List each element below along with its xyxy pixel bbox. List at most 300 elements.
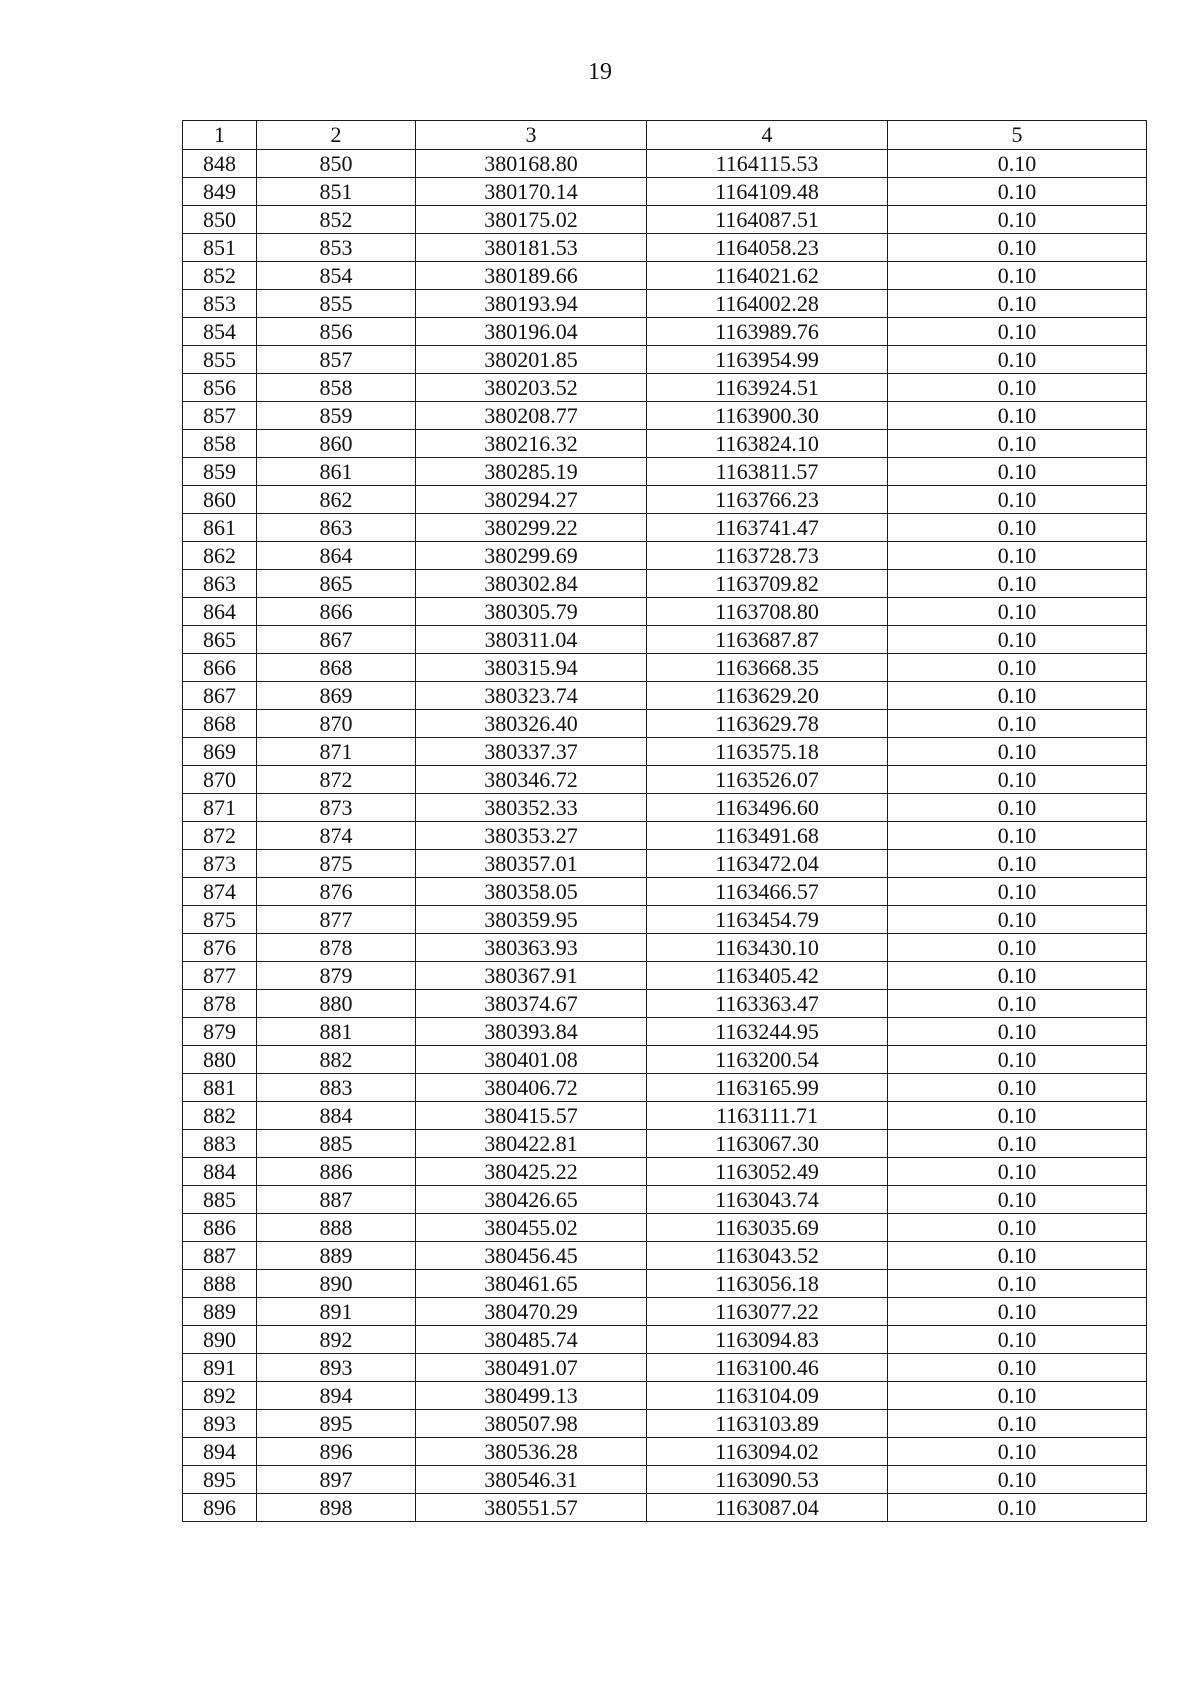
table-cell-col-5: 0.10 [888,430,1147,458]
table-cell-col-2: 871 [257,738,416,766]
table-cell-col-2: 898 [257,1494,416,1522]
table-cell-col-5: 0.10 [888,850,1147,878]
table-row [183,1270,1147,1298]
table-cell-col-2: 881 [257,1018,416,1046]
table-cell-col-4: 1163103.89 [647,1410,888,1438]
table-cell-col-1: 887 [183,1242,257,1270]
table-cell-col-2: 859 [257,402,416,430]
table-row [183,1214,1147,1242]
table-cell-col-1: 859 [183,458,257,486]
table-cell-col-4: 1164002.28 [647,290,888,318]
table-cell-col-5: 0.10 [888,402,1147,430]
table-cell-col-5: 0.10 [888,486,1147,514]
table-cell-col-2: 884 [257,1102,416,1130]
table-row [183,1242,1147,1270]
table-row [183,318,1147,346]
table-cell-col-4: 1163575.18 [647,738,888,766]
table-cell-col-3: 380315.94 [416,654,647,682]
table-row [183,934,1147,962]
column-header-4: 4 [647,121,888,150]
table-cell-col-3: 380201.85 [416,346,647,374]
table-cell-col-4: 1163094.02 [647,1438,888,1466]
table-cell-col-1: 864 [183,598,257,626]
table-cell-col-3: 380455.02 [416,1214,647,1242]
table-row [183,990,1147,1018]
table-row [183,794,1147,822]
table-cell-col-4: 1163067.30 [647,1130,888,1158]
column-header-2: 2 [257,121,416,150]
table-cell-col-5: 0.10 [888,1494,1147,1522]
table-row [183,178,1147,206]
table-cell-col-4: 1163824.10 [647,430,888,458]
table-cell-col-2: 851 [257,178,416,206]
table-cell-col-2: 857 [257,346,416,374]
table-cell-col-2: 897 [257,1466,416,1494]
column-header-5: 5 [888,121,1147,150]
table-cell-col-1: 868 [183,710,257,738]
table-cell-col-4: 1163200.54 [647,1046,888,1074]
table-cell-col-2: 885 [257,1130,416,1158]
table-row [183,626,1147,654]
table-cell-col-5: 0.10 [888,234,1147,262]
table-row [183,206,1147,234]
table-cell-col-5: 0.10 [888,710,1147,738]
table-row [183,458,1147,486]
table-row [183,850,1147,878]
table-cell-col-5: 0.10 [888,346,1147,374]
table-row [183,1018,1147,1046]
table-cell-col-1: 884 [183,1158,257,1186]
table-cell-col-5: 0.10 [888,1214,1147,1242]
table-cell-col-2: 868 [257,654,416,682]
table-cell-col-1: 849 [183,178,257,206]
table-cell-col-5: 0.10 [888,1130,1147,1158]
table-row [183,1186,1147,1214]
table-cell-col-2: 863 [257,514,416,542]
table-cell-col-4: 1163766.23 [647,486,888,514]
table-cell-col-3: 380189.66 [416,262,647,290]
page-number: 19 [588,59,612,85]
table-cell-col-5: 0.10 [888,178,1147,206]
table-cell-col-4: 1164021.62 [647,262,888,290]
table-cell-col-3: 380302.84 [416,570,647,598]
table-row [183,906,1147,934]
table-cell-col-2: 858 [257,374,416,402]
table-row [183,402,1147,430]
table-cell-col-2: 879 [257,962,416,990]
table-cell-col-4: 1164087.51 [647,206,888,234]
table-cell-col-4: 1163111.71 [647,1102,888,1130]
table-cell-col-3: 380208.77 [416,402,647,430]
table-cell-col-2: 876 [257,878,416,906]
table-cell-col-2: 888 [257,1214,416,1242]
table-cell-col-5: 0.10 [888,794,1147,822]
table-row [183,822,1147,850]
table-cell-col-4: 1163043.74 [647,1186,888,1214]
table-row [183,1158,1147,1186]
table-cell-col-3: 380170.14 [416,178,647,206]
column-header-3: 3 [416,121,647,150]
table-cell-col-1: 876 [183,934,257,962]
table-cell-col-2: 877 [257,906,416,934]
table-cell-col-5: 0.10 [888,1102,1147,1130]
table-cell-col-1: 856 [183,374,257,402]
table-cell-col-2: 864 [257,542,416,570]
table-header-row [183,121,1147,150]
table-cell-col-2: 887 [257,1186,416,1214]
table-cell-col-3: 380299.22 [416,514,647,542]
table-row [183,1354,1147,1382]
table-cell-col-1: 857 [183,402,257,430]
table-cell-col-1: 853 [183,290,257,318]
table-cell-col-3: 380507.98 [416,1410,647,1438]
table-cell-col-5: 0.10 [888,990,1147,1018]
table-cell-col-1: 848 [183,150,257,178]
table-cell-col-5: 0.10 [888,262,1147,290]
table-cell-col-3: 380485.74 [416,1326,647,1354]
table-cell-col-5: 0.10 [888,1382,1147,1410]
table-cell-col-5: 0.10 [888,290,1147,318]
table-cell-col-3: 380415.57 [416,1102,647,1130]
table-cell-col-2: 896 [257,1438,416,1466]
table-cell-col-2: 854 [257,262,416,290]
table-cell-col-3: 380367.91 [416,962,647,990]
table-cell-col-2: 893 [257,1354,416,1382]
table-cell-col-3: 380426.65 [416,1186,647,1214]
table-cell-col-5: 0.10 [888,878,1147,906]
table-cell-col-2: 880 [257,990,416,1018]
table-row [183,1298,1147,1326]
table-cell-col-2: 891 [257,1298,416,1326]
table-row [183,514,1147,542]
table-cell-col-5: 0.10 [888,1466,1147,1494]
table-cell-col-1: 888 [183,1270,257,1298]
column-header-1: 1 [183,121,257,150]
table-cell-col-1: 878 [183,990,257,1018]
table-cell-col-5: 0.10 [888,1270,1147,1298]
table-cell-col-1: 896 [183,1494,257,1522]
table-cell-col-3: 380374.67 [416,990,647,1018]
table-row [183,570,1147,598]
table-cell-col-3: 380359.95 [416,906,647,934]
table-cell-col-2: 873 [257,794,416,822]
table-cell-col-1: 860 [183,486,257,514]
table-row [183,682,1147,710]
table-cell-col-1: 872 [183,822,257,850]
table-cell-col-3: 380285.19 [416,458,647,486]
table-cell-col-1: 892 [183,1382,257,1410]
table-cell-col-1: 866 [183,654,257,682]
table-cell-col-1: 891 [183,1354,257,1382]
table-cell-col-4: 1163405.42 [647,962,888,990]
table-cell-col-4: 1163811.57 [647,458,888,486]
table-cell-col-5: 0.10 [888,654,1147,682]
table-cell-col-5: 0.10 [888,374,1147,402]
table-cell-col-1: 880 [183,1046,257,1074]
table-cell-col-4: 1163077.22 [647,1298,888,1326]
table-cell-col-2: 861 [257,458,416,486]
table-cell-col-2: 865 [257,570,416,598]
table-cell-col-4: 1163924.51 [647,374,888,402]
table-cell-col-2: 872 [257,766,416,794]
table-cell-col-5: 0.10 [888,570,1147,598]
table-cell-col-3: 380546.31 [416,1466,647,1494]
table-row [183,290,1147,318]
table-cell-col-3: 380401.08 [416,1046,647,1074]
table-cell-col-4: 1163454.79 [647,906,888,934]
table-cell-col-5: 0.10 [888,682,1147,710]
table-row [183,654,1147,682]
table-cell-col-5: 0.10 [888,1438,1147,1466]
table-cell-col-1: 854 [183,318,257,346]
table-row [183,374,1147,402]
table-cell-col-4: 1163709.82 [647,570,888,598]
table-cell-col-1: 862 [183,542,257,570]
table-cell-col-1: 851 [183,234,257,262]
table-cell-col-4: 1163629.78 [647,710,888,738]
table-cell-col-3: 380323.74 [416,682,647,710]
table-row [183,1326,1147,1354]
table-cell-col-4: 1163989.76 [647,318,888,346]
table-cell-col-5: 0.10 [888,150,1147,178]
table-cell-col-2: 860 [257,430,416,458]
table-row [183,1438,1147,1466]
table-cell-col-1: 893 [183,1410,257,1438]
table-cell-col-2: 889 [257,1242,416,1270]
table-cell-col-5: 0.10 [888,1018,1147,1046]
table-cell-col-3: 380337.37 [416,738,647,766]
table-cell-col-2: 855 [257,290,416,318]
table-row [183,598,1147,626]
table-cell-col-2: 883 [257,1074,416,1102]
table-cell-col-5: 0.10 [888,542,1147,570]
table-cell-col-5: 0.10 [888,514,1147,542]
table-cell-col-4: 1163090.53 [647,1466,888,1494]
table-row [183,430,1147,458]
table-cell-col-4: 1163165.99 [647,1074,888,1102]
table-cell-col-4: 1163430.10 [647,934,888,962]
table-cell-col-1: 863 [183,570,257,598]
table-cell-col-3: 380406.72 [416,1074,647,1102]
table-cell-col-1: 871 [183,794,257,822]
table-cell-col-4: 1163900.30 [647,402,888,430]
table-cell-col-5: 0.10 [888,738,1147,766]
table-cell-col-1: 855 [183,346,257,374]
table-row [183,1102,1147,1130]
table-cell-col-3: 380181.53 [416,234,647,262]
table-cell-col-2: 895 [257,1410,416,1438]
table-cell-col-3: 380311.04 [416,626,647,654]
table-cell-col-1: 889 [183,1298,257,1326]
coordinates-table [182,120,1147,1522]
table-row [183,1074,1147,1102]
table-cell-col-1: 883 [183,1130,257,1158]
table-cell-col-3: 380346.72 [416,766,647,794]
table-cell-col-4: 1164109.48 [647,178,888,206]
table-cell-col-1: 877 [183,962,257,990]
table-cell-col-5: 0.10 [888,458,1147,486]
table-cell-col-4: 1163629.20 [647,682,888,710]
table-cell-col-3: 380491.07 [416,1354,647,1382]
table-cell-col-5: 0.10 [888,906,1147,934]
table-cell-col-4: 1163687.87 [647,626,888,654]
table-cell-col-1: 858 [183,430,257,458]
table-cell-col-3: 380294.27 [416,486,647,514]
table-cell-col-3: 380326.40 [416,710,647,738]
table-cell-col-3: 380305.79 [416,598,647,626]
table-cell-col-1: 882 [183,1102,257,1130]
table-cell-col-4: 1163035.69 [647,1214,888,1242]
table-cell-col-2: 866 [257,598,416,626]
table-cell-col-3: 380456.45 [416,1242,647,1270]
table-row [183,486,1147,514]
table-cell-col-5: 0.10 [888,822,1147,850]
table-cell-col-4: 1163708.80 [647,598,888,626]
table-row [183,710,1147,738]
table-cell-col-1: 894 [183,1438,257,1466]
table-cell-col-2: 894 [257,1382,416,1410]
table-cell-col-4: 1164115.53 [647,150,888,178]
table-cell-col-5: 0.10 [888,206,1147,234]
table-cell-col-5: 0.10 [888,766,1147,794]
table-cell-col-4: 1163668.35 [647,654,888,682]
table-cell-col-2: 856 [257,318,416,346]
table-row [183,878,1147,906]
table-cell-col-4: 1163087.04 [647,1494,888,1522]
table-cell-col-4: 1163466.57 [647,878,888,906]
table-cell-col-5: 0.10 [888,1410,1147,1438]
table-cell-col-2: 852 [257,206,416,234]
table-cell-col-2: 882 [257,1046,416,1074]
table-cell-col-3: 380193.94 [416,290,647,318]
table-cell-col-1: 874 [183,878,257,906]
table-cell-col-5: 0.10 [888,598,1147,626]
table-cell-col-1: 886 [183,1214,257,1242]
table-cell-col-3: 380168.80 [416,150,647,178]
table-cell-col-1: 850 [183,206,257,234]
table-cell-col-1: 881 [183,1074,257,1102]
table-cell-col-2: 874 [257,822,416,850]
coordinates-table-container [182,120,1147,1522]
table-cell-col-1: 865 [183,626,257,654]
table-cell-col-1: 861 [183,514,257,542]
table-cell-col-4: 1163056.18 [647,1270,888,1298]
table-cell-col-3: 380357.01 [416,850,647,878]
table-cell-col-5: 0.10 [888,1326,1147,1354]
table-row [183,1466,1147,1494]
table-cell-col-1: 867 [183,682,257,710]
table-cell-col-3: 380461.65 [416,1270,647,1298]
table-cell-col-3: 380470.29 [416,1298,647,1326]
table-cell-col-4: 1163244.95 [647,1018,888,1046]
table-cell-col-4: 1163094.83 [647,1326,888,1354]
table-cell-col-5: 0.10 [888,1298,1147,1326]
table-cell-col-2: 890 [257,1270,416,1298]
table-row [183,1130,1147,1158]
table-cell-col-3: 380299.69 [416,542,647,570]
table-cell-col-1: 875 [183,906,257,934]
table-cell-col-1: 869 [183,738,257,766]
table-cell-col-3: 380196.04 [416,318,647,346]
table-body [183,150,1147,1522]
table-cell-col-3: 380175.02 [416,206,647,234]
table-row [183,346,1147,374]
table-cell-col-4: 1163104.09 [647,1382,888,1410]
table-cell-col-5: 0.10 [888,1186,1147,1214]
table-cell-col-4: 1164058.23 [647,234,888,262]
table-cell-col-5: 0.10 [888,318,1147,346]
table-cell-col-2: 878 [257,934,416,962]
table-cell-col-4: 1163052.49 [647,1158,888,1186]
table-cell-col-1: 890 [183,1326,257,1354]
table-cell-col-5: 0.10 [888,626,1147,654]
table-cell-col-3: 380393.84 [416,1018,647,1046]
table-row [183,542,1147,570]
table-row [183,962,1147,990]
table-cell-col-2: 862 [257,486,416,514]
table-cell-col-4: 1163526.07 [647,766,888,794]
table-cell-col-5: 0.10 [888,962,1147,990]
table-cell-col-4: 1163741.47 [647,514,888,542]
table-cell-col-3: 380499.13 [416,1382,647,1410]
table-cell-col-2: 853 [257,234,416,262]
table-cell-col-1: 870 [183,766,257,794]
table-cell-col-5: 0.10 [888,1354,1147,1382]
table-row [183,1382,1147,1410]
table-cell-col-1: 852 [183,262,257,290]
table-cell-col-2: 869 [257,682,416,710]
table-cell-col-3: 380551.57 [416,1494,647,1522]
table-cell-col-5: 0.10 [888,934,1147,962]
table-cell-col-4: 1163954.99 [647,346,888,374]
table-cell-col-3: 380536.28 [416,1438,647,1466]
table-cell-col-3: 380425.22 [416,1158,647,1186]
table-cell-col-2: 867 [257,626,416,654]
table-cell-col-2: 850 [257,150,416,178]
table-cell-col-5: 0.10 [888,1074,1147,1102]
table-cell-col-4: 1163363.47 [647,990,888,1018]
table-cell-col-3: 380358.05 [416,878,647,906]
table-cell-col-5: 0.10 [888,1158,1147,1186]
table-cell-col-1: 879 [183,1018,257,1046]
table-row [183,150,1147,178]
table-row [183,738,1147,766]
table-cell-col-1: 895 [183,1466,257,1494]
table-cell-col-2: 886 [257,1158,416,1186]
table-row [183,1046,1147,1074]
table-cell-col-3: 380422.81 [416,1130,647,1158]
table-cell-col-4: 1163728.73 [647,542,888,570]
table-cell-col-3: 380203.52 [416,374,647,402]
table-row [183,262,1147,290]
table-cell-col-3: 380216.32 [416,430,647,458]
table-cell-col-4: 1163491.68 [647,822,888,850]
table-row [183,1494,1147,1522]
table-cell-col-3: 380353.27 [416,822,647,850]
table-cell-col-2: 875 [257,850,416,878]
table-cell-col-2: 892 [257,1326,416,1354]
table-cell-col-4: 1163043.52 [647,1242,888,1270]
table-cell-col-2: 870 [257,710,416,738]
table-row [183,766,1147,794]
table-cell-col-4: 1163100.46 [647,1354,888,1382]
table-cell-col-3: 380363.93 [416,934,647,962]
table-cell-col-1: 885 [183,1186,257,1214]
table-cell-col-4: 1163496.60 [647,794,888,822]
table-cell-col-5: 0.10 [888,1242,1147,1270]
table-row [183,1410,1147,1438]
table-cell-col-1: 873 [183,850,257,878]
